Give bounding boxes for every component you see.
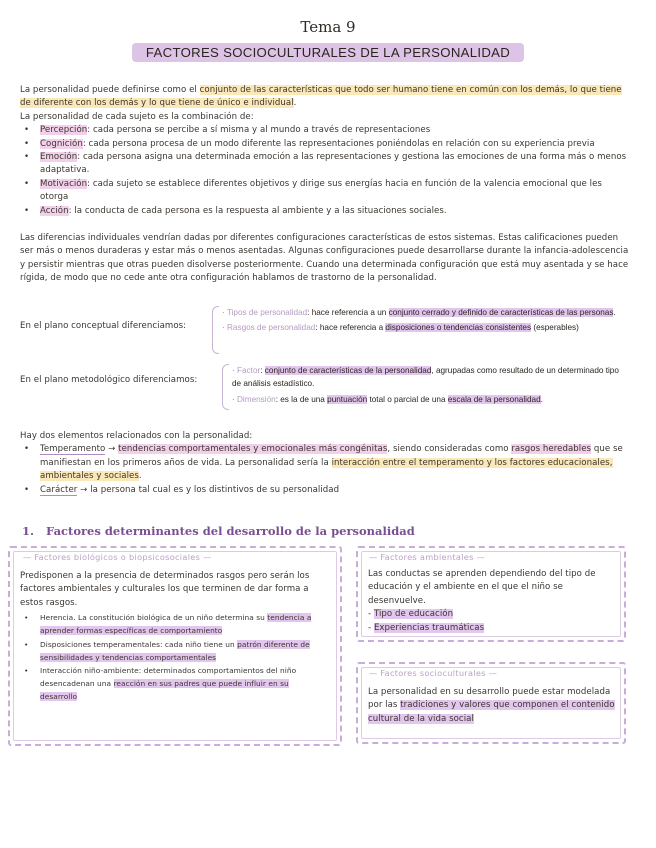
definition-text: total o parcial de una: [367, 394, 448, 404]
definition-label: Rasgos de personalidad: [227, 323, 316, 333]
component-term: Percepción: [40, 125, 88, 136]
page-title: Tema 9: [300, 18, 356, 36]
list-item: [20, 138, 632, 151]
item-text: Interacción niño-ambiente: determinados comportamientos del niño desencadenan una: [40, 666, 297, 689]
box-label-text: Factores socioculturales: [380, 668, 486, 678]
component-text: : cada persona se percibe a sí misma y al mundo a través de representaciones: [87, 125, 431, 136]
definition-dimension: · Dimensión: es la de una puntuación total o parcial de una escala de la personalidad.: [232, 394, 543, 404]
box-content: [368, 686, 616, 726]
page-subtitle: FACTORES SOCIOCULTURALES DE LA PERSONALIDAD: [132, 43, 524, 62]
definition-end: .: [613, 308, 616, 317]
definition-end: , agrupadas como resultado de un determinado tipo de análisis estadístico.: [232, 366, 619, 389]
biological-factors-box: [8, 546, 342, 746]
section-number: 1.: [22, 524, 35, 538]
temperament-highlight: rasgos heredables: [511, 444, 592, 455]
component-term: Cognición: [40, 138, 83, 149]
temperament-highlight: interacción entre el temperamento y los factores educacionales, ambientales y sociales: [40, 457, 613, 482]
related-list: [20, 443, 632, 497]
temperament-text: , siendo consideradas como: [387, 444, 512, 455]
definition-highlight: escala de la personalidad: [447, 394, 541, 404]
item-text: Herencia. La constitución biológica de un niño determina su: [40, 613, 268, 623]
sociocultural-factors-box: [356, 662, 626, 744]
arrow: →: [105, 444, 119, 455]
definition-factor: · Factor: conjunto de características de la personalidad, agrupadas como resultado de un determinado tipo de análisis estadístico.: [232, 366, 619, 389]
definition-end: (esperables): [531, 323, 579, 333]
section-title: Factores determinantes del desarrollo de la personalidad: [46, 524, 415, 538]
box-content: [368, 568, 616, 635]
component-term: Motivación: [40, 178, 88, 189]
intro-text: La personalidad puede definirse como el: [20, 85, 200, 95]
definition-traits: · Rasgos de personalidad: hace referencia a disposiciones o tendencias consistentes (esperables): [222, 323, 579, 333]
list-item: [20, 611, 326, 637]
intro-combination-lead: La personalidad de cada sujeto es la combinación de:: [20, 111, 254, 122]
component-text: : cada persona procesa de un modo diferente las representaciones poniéndolas en relación con su experiencia previa: [82, 138, 595, 149]
item-highlight: Tipo de educación: [373, 609, 454, 620]
box-label: — Factores ambientales —: [366, 552, 488, 563]
intro-paragraph: [20, 84, 632, 218]
item-text: La personalidad en su desarrollo puede estar modelada por las: [368, 687, 611, 711]
component-term: Emoción: [40, 152, 78, 163]
definition-text: : hace referencia a un: [307, 308, 389, 317]
list-item: [20, 178, 632, 205]
definition-highlight: conjunto cerrado y definido de características de las personas: [388, 308, 614, 317]
conceptual-brace: [212, 306, 219, 354]
components-list: [20, 124, 632, 218]
character-text: la persona tal cual es y los distintivos de su personalidad: [90, 484, 340, 495]
list-item-temperament: [20, 443, 632, 483]
list-item: [20, 124, 632, 137]
component-text: : cada sujeto se establece diferentes objetivos y dirige sus energías hacia en función de la valencia emocional que les otorga: [40, 178, 602, 203]
box-label-text: Factores ambientales: [380, 552, 474, 562]
box-label: — Factores biológicos o biopsicosociales —: [20, 552, 215, 563]
definition-highlight: disposiciones o tendencias consistentes: [385, 323, 532, 333]
methodological-brace: [222, 364, 229, 410]
definition-label: Dimensión: [237, 394, 276, 404]
item-text: Disposiciones temperamentales: cada niño tiene un: [40, 639, 238, 649]
item-highlight: tradiciones y valores que componen el contenido cultural de la vida social: [368, 700, 615, 724]
definition-text: : es la de una: [275, 394, 328, 404]
box-content: [20, 570, 326, 704]
environmental-factors-box: [356, 546, 626, 642]
temperament-highlight: tendencias comportamentales y emocionales más congénitas: [118, 444, 388, 455]
conceptual-lead: En el plano conceptual diferenciamos:: [20, 321, 187, 331]
methodological-lead: En el plano metodológico diferenciamos:: [20, 375, 198, 385]
component-text: : la conducta de cada persona es la respuesta al ambiente y a las situaciones sociales.: [68, 205, 447, 216]
definition-text: : hace referencia a: [315, 323, 386, 333]
list-item: - Experiencias traumáticas: [368, 622, 485, 633]
box-label-text: Factores biológicos o biopsicosociales: [34, 552, 201, 562]
box-intro: Predisponen a la presencia de determinados rasgos pero serán los factores ambientales y culturales los que terminen de dar forma a estos rasgos.: [20, 571, 310, 608]
differences-paragraph: Las diferencias individuales vendrían dadas por diferentes configuraciones características de estos sistemas. Estas calificaciones pueden ser más o menos duraderas y estar más o menos asentadas. Algunas configuraciones puede desarrollarse durante la infancia-adolescencia y persistir mientras que otras pueden disolverse posteriormente. Cuando una determinada configuración que está muy asentada y se hace rígida, de modo que no cede ante otra configuración hablamos de trastorno de la personalidad.: [20, 233, 629, 284]
conceptual-definitions: [222, 306, 630, 335]
box-intro: Las conductas se aprenden dependiendo del tipo de educación y el ambiente en el que el niño se desenvuelve.: [368, 569, 596, 606]
methodological-definitions: [232, 364, 630, 406]
component-text: : cada persona asigna una determinada emoción a las representaciones y gestiona las emociones de una forma más o menos adaptativa.: [40, 152, 627, 176]
biological-list: [20, 611, 326, 703]
intro-highlight: conjunto de las características que todo ser humano tiene en común con los demás, lo que tiene de diferente con los demás y lo que tiene de único e individual: [20, 85, 622, 109]
component-term: Acción: [40, 205, 69, 216]
section-heading: [22, 524, 622, 538]
definition-text: :: [260, 366, 265, 375]
definition-label: Factor: [237, 366, 261, 375]
related-section: [20, 430, 632, 497]
list-item-character: [20, 484, 632, 497]
arrow: →: [77, 484, 91, 495]
definition-label: Tipos de personalidad: [226, 308, 308, 317]
temperament-end: .: [138, 471, 142, 482]
item-highlight: Experiencias traumáticas: [373, 622, 485, 633]
temperament-text: que se manifiestan en los primeros años de vida. La personalidad sería la: [40, 444, 623, 468]
list-item: [20, 664, 326, 704]
definition-types: · Tipos de personalidad: hace referencia a un conjunto cerrado y definido de características de las personas.: [222, 308, 616, 317]
temperament-term: Temperamento: [40, 444, 106, 455]
definition-end: .: [540, 394, 543, 404]
item-highlight: tendencia a aprender formas específicas de comportamiento: [40, 613, 312, 636]
list-item: [20, 205, 632, 218]
list-item: [20, 638, 326, 664]
item-highlight: patrón diferente de sensibilidades y tendencias comportamentales: [40, 639, 310, 662]
definition-highlight: puntuación: [327, 394, 368, 404]
related-lead: Hay dos elementos relacionados con la personalidad:: [20, 431, 253, 441]
character-term: Carácter: [40, 484, 78, 495]
item-highlight: reacción en sus padres que puede influir en su desarrollo: [40, 679, 289, 702]
definition-highlight: conjunto de características de la personalidad: [264, 366, 432, 375]
box-label: — Factores socioculturales —: [366, 668, 500, 679]
list-item: [20, 151, 632, 178]
list-item: - Tipo de educación: [368, 609, 454, 620]
intro-period: .: [293, 98, 297, 109]
